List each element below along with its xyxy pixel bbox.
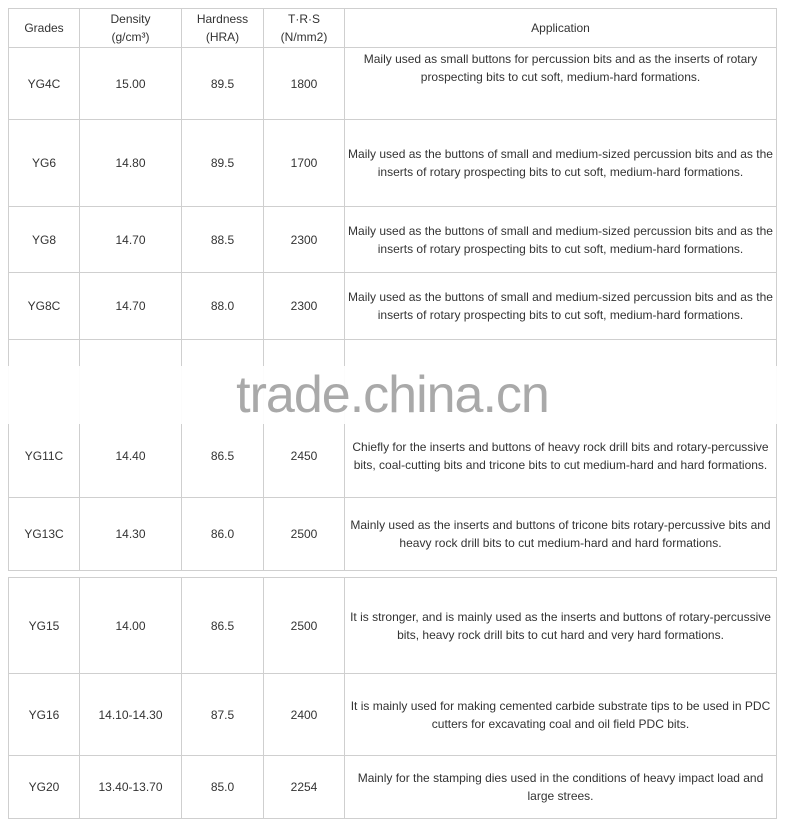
trs-cell: 2500 bbox=[264, 498, 345, 571]
header-density-label: Density bbox=[110, 12, 151, 26]
density-cell: 13.40-13.70 bbox=[80, 756, 182, 819]
grade-cell: YG6 bbox=[9, 120, 80, 207]
application-text: Maily used as small buttons for percussion bits and as the inserts of rotary prospecting bits to cut soft, medium-hard formations. bbox=[363, 52, 758, 84]
hardness-cell: 89.5 bbox=[182, 48, 264, 120]
application-cell: It is stronger, and is mainly used as the inserts and buttons of rotary-percussive bits, heavy rock drill bits to cut hard and very hard formations. bbox=[345, 578, 777, 674]
header-trs-unit: (N/mm2) bbox=[280, 30, 328, 44]
table-row bbox=[9, 674, 777, 756]
application-cell: Mainly used as the inserts and buttons of tricone bits rotary-percussive bits and heavy rock drill bits to cut medium-hard and hard formations. bbox=[345, 498, 777, 571]
header-hardness-unit: (HRA) bbox=[205, 30, 240, 44]
grade-cell: YG16 bbox=[9, 674, 80, 756]
grade-cell: YG8C bbox=[9, 273, 80, 340]
grades-table-continued bbox=[8, 577, 777, 819]
application-cell: Maily used as the buttons of small and medium-sized percussion bits and as the inserts of rotary prospecting bits to cut soft, medium-hard formations. bbox=[345, 120, 777, 207]
trs-cell: 2254 bbox=[264, 756, 345, 819]
application-cell: It is mainly used for making cemented carbide substrate tips to be used in PDC cutters for excavating coal and oil field PDC bits. bbox=[345, 674, 777, 756]
table-row bbox=[9, 48, 777, 120]
density-cell: 14.80 bbox=[80, 120, 182, 207]
grade-cell: YG8 bbox=[9, 207, 80, 273]
grades-table bbox=[8, 8, 777, 571]
header-density bbox=[80, 9, 182, 48]
trs-cell: 2400 bbox=[264, 674, 345, 756]
watermark: trade.china.cn bbox=[236, 366, 549, 424]
header-grades: Grades bbox=[9, 9, 80, 48]
application-cell: Chiefly for the inserts and buttons of heavy rock drill bits and rotary-percussive bits, coal-cutting bits and tricone bits to cut medium-hard and hard formations. bbox=[345, 340, 777, 498]
trs-cell: 2500 bbox=[264, 578, 345, 674]
hardness-cell: 86.5 bbox=[182, 578, 264, 674]
hardness-cell: 85.0 bbox=[182, 756, 264, 819]
application-cell: Maily used as the buttons of small and medium-sized percussion bits and as the inserts of rotary prospecting bits to cut soft, medium-hard formations. bbox=[345, 207, 777, 273]
density-cell: 14.30 bbox=[80, 498, 182, 571]
header-trs bbox=[264, 9, 345, 48]
trs-cell: 2300 bbox=[264, 273, 345, 340]
hardness-cell: 88.5 bbox=[182, 207, 264, 273]
table-row bbox=[9, 273, 777, 340]
hardness-cell: 86.0 bbox=[182, 498, 264, 571]
table-row bbox=[9, 207, 777, 273]
header-density-unit: (g/cm³) bbox=[111, 30, 150, 44]
table-row bbox=[9, 120, 777, 207]
header-application: Application bbox=[345, 9, 777, 48]
table-row bbox=[9, 756, 777, 819]
hardness-cell: 86.5 bbox=[182, 340, 264, 498]
hardness-cell: 88.0 bbox=[182, 273, 264, 340]
application-cell: Mainly for the stamping dies used in the conditions of heavy impact load and large strees. bbox=[345, 756, 777, 819]
header-row bbox=[9, 9, 777, 48]
density-cell: 14.70 bbox=[80, 207, 182, 273]
trs-cell: 2450 bbox=[264, 340, 345, 498]
hardness-cell: 87.5 bbox=[182, 674, 264, 756]
hardness-cell: 89.5 bbox=[182, 120, 264, 207]
header-trs-label: T·R·S bbox=[288, 12, 320, 26]
trs-cell: 2300 bbox=[264, 207, 345, 273]
header-hardness bbox=[182, 9, 264, 48]
table-row bbox=[9, 578, 777, 674]
density-cell: 14.40 bbox=[80, 340, 182, 498]
table-row bbox=[9, 498, 777, 571]
header-hardness-label: Hardness bbox=[196, 12, 249, 26]
trs-cell: 1700 bbox=[264, 120, 345, 207]
grade-cell: YG13C bbox=[9, 498, 80, 571]
grade-cell: YG20 bbox=[9, 756, 80, 819]
application-cell: Maily used as the buttons of small and medium-sized percussion bits and as the inserts of rotary prospecting bits to cut soft, medium-hard formations. bbox=[345, 273, 777, 340]
application-cell bbox=[345, 48, 777, 120]
density-cell: 15.00 bbox=[80, 48, 182, 120]
density-cell: 14.00 bbox=[80, 578, 182, 674]
grade-cell: YG4C bbox=[9, 48, 80, 120]
grade-cell: YG15 bbox=[9, 578, 80, 674]
trs-cell: 1800 bbox=[264, 48, 345, 120]
density-cell: 14.10-14.30 bbox=[80, 674, 182, 756]
grade-cell: YG11C bbox=[9, 340, 80, 498]
density-cell: 14.70 bbox=[80, 273, 182, 340]
